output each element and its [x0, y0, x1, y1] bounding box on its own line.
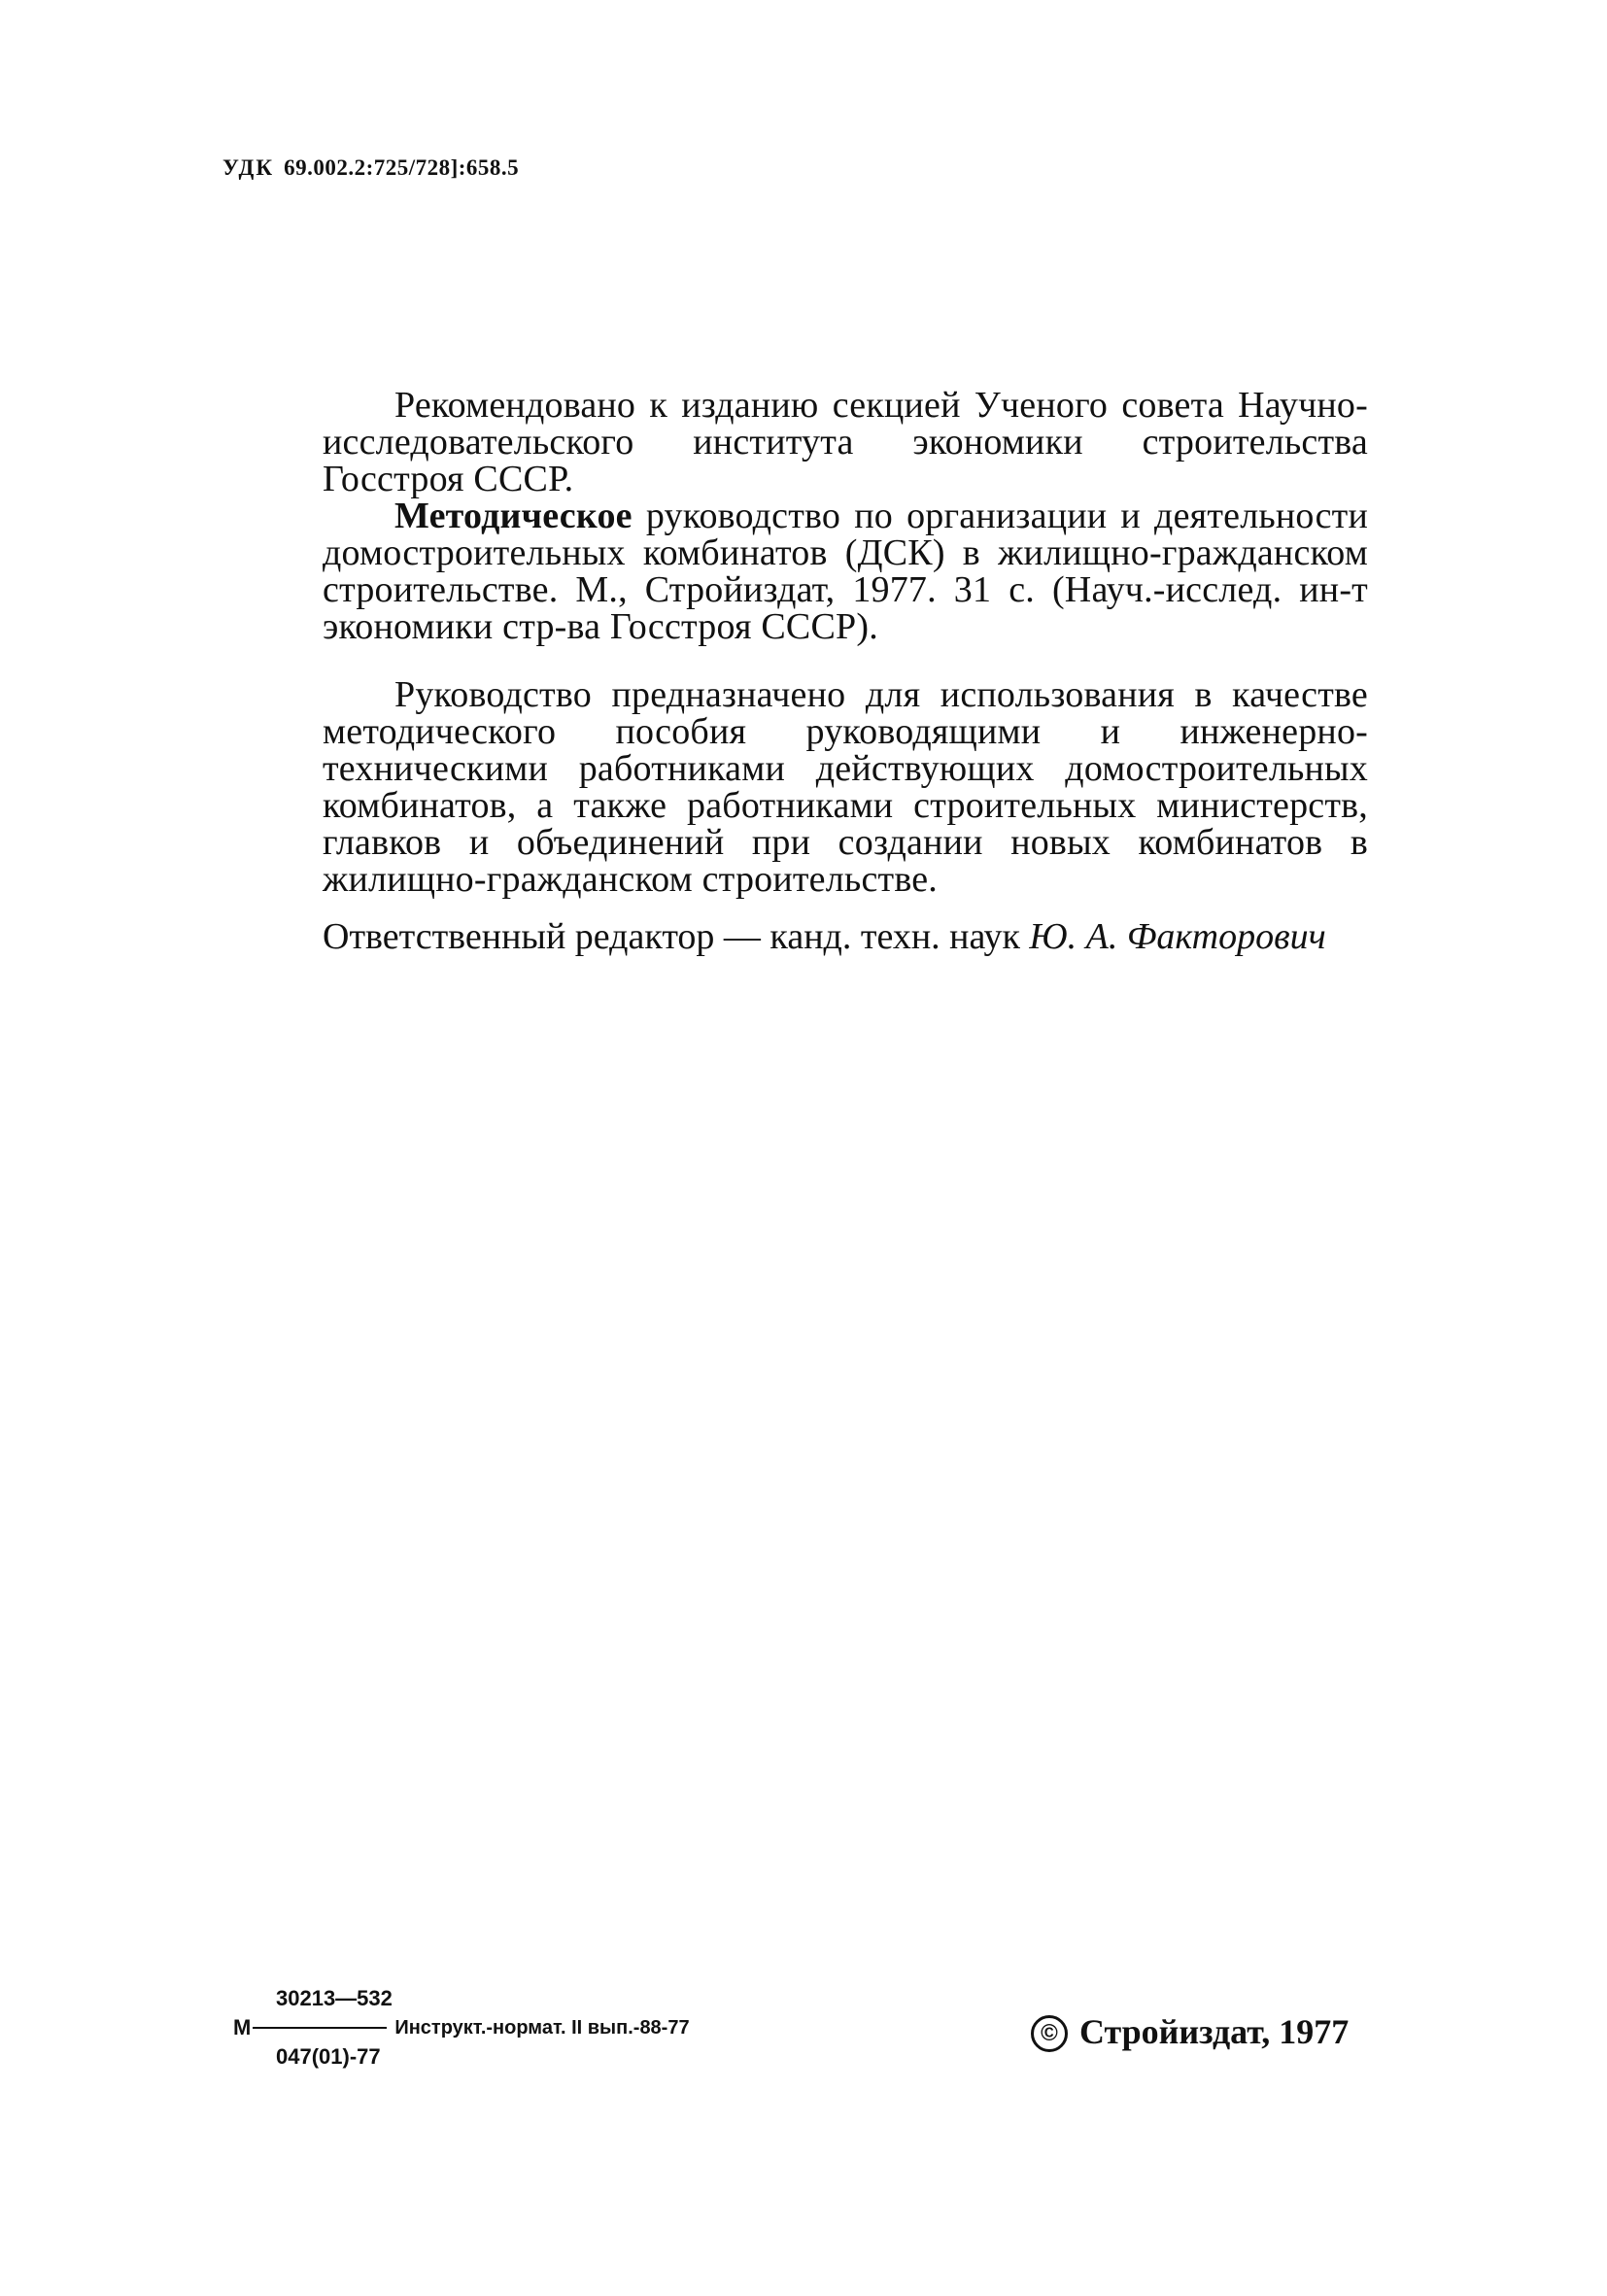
recommendation-paragraph: Рекомендовано к изданию секцией Ученого совета Научно-исследовательского института экономики строительства Госстроя СССР. [323, 385, 1368, 499]
series-info: Инструкт.-нормат. II вып.-88-77 [394, 2017, 690, 2039]
publisher-index [233, 1984, 913, 2072]
editor-role: Ответственный редактор — канд. техн. наук [323, 916, 1020, 957]
abstract-paragraph: Руководство предназначено для использования в качестве методического пособия руководящими и инженерно-техническими работниками действующих домостроительных комбинатов, а также работниками строительных министерств, главков и объединений при создании новых комбинатов в жилищно-гражданском строительстве. [323, 674, 1368, 900]
annotation-block [323, 387, 1368, 898]
editor-line [323, 918, 1368, 955]
index-numerator: 30213—532 [276, 1986, 393, 2010]
udk-code: 69.002.2:725/728]:658.5 [284, 155, 520, 180]
index-prefix: М [233, 2015, 252, 2039]
index-denominator: 047(01)-77 [276, 2044, 381, 2069]
copyright-text: Стройиздат, 1977 [1079, 2012, 1350, 2051]
bibliographic-title-lead: Методическое [394, 496, 633, 536]
copyright-line [1031, 2011, 1349, 2052]
udk-line [222, 155, 519, 181]
fraction-bar [253, 2027, 387, 2029]
bibliographic-paragraph [323, 497, 1368, 645]
bibliographic-description: руководство по организации и деятельности домостроительных комбинатов (ДСК) в жилищно-гражданском строительстве. М., Стройиздат, 1977. 31 с. (Науч.-исслед. ин-т экономики стр-ва Госстроя СССР). [323, 496, 1368, 647]
copyright-icon: © [1031, 2015, 1068, 2052]
editor-name: Ю. А. Факторович [1029, 916, 1326, 957]
udk-label: УДК [222, 155, 275, 180]
